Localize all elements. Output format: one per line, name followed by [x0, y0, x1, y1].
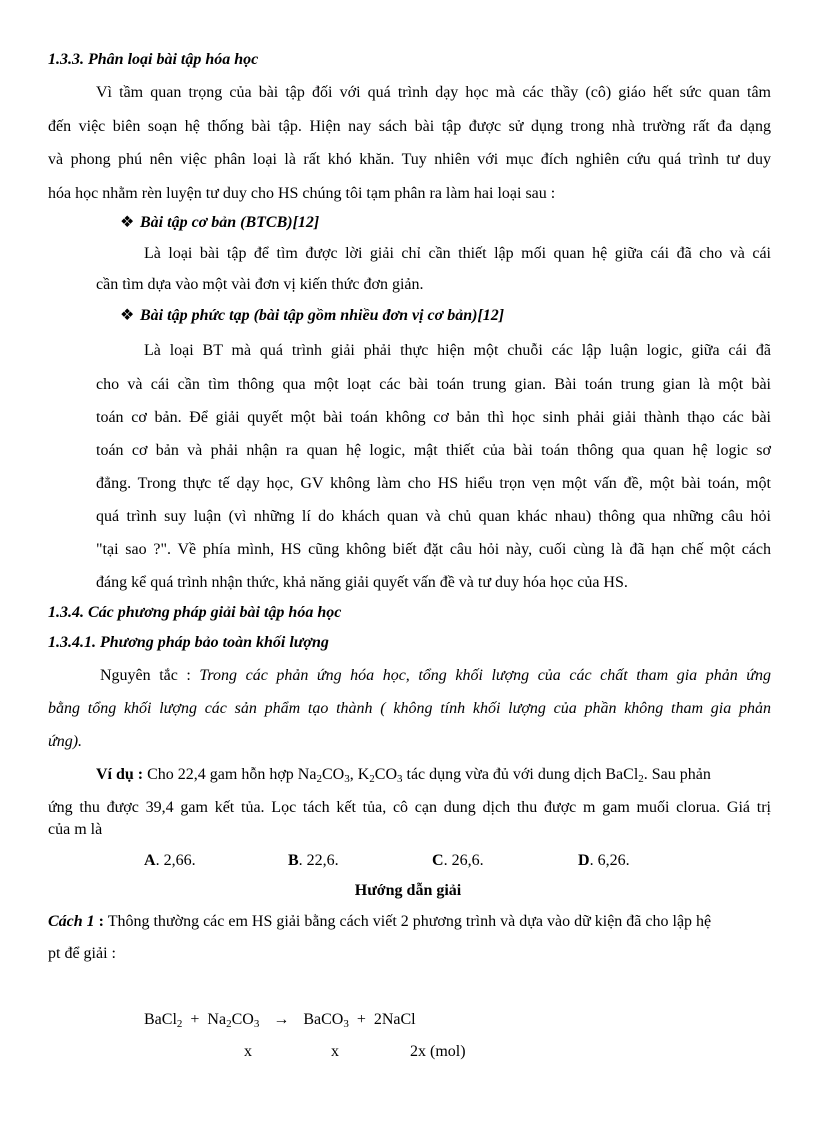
mole-value: 2x (mol) — [410, 1043, 466, 1060]
paragraph-line: đến việc biên soạn hệ thống bài tập. Hiện nay sách bài tập được sử dụng trong nhà trường rất đa dạng — [48, 118, 771, 135]
principle-line — [100, 666, 771, 686]
diamond-bullet-icon: ❖ — [120, 214, 135, 231]
paragraph-line: Vì tầm quan trọng của bài tập đối với quá trình dạy học mà các thầy (cô) giáo hết sức quan tâm — [96, 84, 771, 101]
option-letter: A — [144, 852, 156, 869]
example-text: , K — [349, 766, 370, 783]
bullet-item-complex — [120, 306, 504, 326]
bullet-text-line: quá trình suy luận (vì những lí do khách quan và chủ quan khác nhau) thông qua những câu hỏi — [96, 508, 771, 525]
paragraph-line: hóa học nhằm rèn luyện tư duy cho HS chúng tôi tạm phân ra làm hai loại sau : — [48, 185, 556, 202]
example-line-1 — [96, 765, 771, 785]
option-value: . 6,26. — [589, 852, 630, 869]
example-label: Ví dụ : — [96, 766, 144, 783]
plus-sign: + — [356, 1011, 366, 1028]
answer-option-b — [288, 851, 339, 871]
example-text: . Sau phản — [643, 766, 711, 783]
option-value: . 26,6. — [443, 852, 484, 869]
bullet-text-line: toán cơ bản. Để giải quyết một bài toán không cơ bản thì học sinh phải giải thành thạo các bài — [96, 409, 771, 426]
principle-text: Trong các phản ứng hóa học, tổng khối lượng của các chất tham gia phản ứng — [199, 667, 771, 684]
subscript: 2 — [369, 773, 375, 785]
section-heading-1-3-4: 1.3.4. Các phương pháp giải bài tập hóa học — [48, 604, 342, 621]
reactant: BaCl — [144, 1011, 177, 1028]
answer-option-a — [144, 851, 196, 871]
option-letter: C — [432, 852, 444, 869]
product: BaCO — [303, 1011, 344, 1028]
chemical-equation — [144, 1010, 416, 1030]
bullet-title: Bài tập phức tạp (bài tập gồm nhiều đơn vị cơ bản)[12] — [140, 307, 505, 324]
arrow-icon: → — [273, 1011, 290, 1028]
subsection-heading-1-3-4-1: 1.3.4.1. Phương pháp bảo toàn khối lượng — [48, 634, 329, 651]
subscript: 3 — [344, 773, 350, 785]
method-colon: : — [94, 913, 104, 930]
method-1-line — [48, 912, 771, 932]
reactant: CO — [231, 1011, 254, 1028]
principle-label: Nguyên tắc : — [100, 667, 191, 684]
bullet-text-line: toán cơ bản và phải nhận ra quan hệ logic, mật thiết của bài toán thông qua quan hệ logic sơ — [96, 442, 771, 459]
example-text: CO — [374, 766, 397, 783]
section-heading-1-3-3: 1.3.3. Phân loại bài tập hóa học — [48, 51, 259, 68]
mole-value: x — [244, 1043, 252, 1060]
example-text: tác dụng vừa đủ với dung dịch BaCl — [402, 766, 639, 783]
bullet-title: Bài tập cơ bản (BTCB)[12] — [140, 214, 320, 231]
option-value: . 22,6. — [298, 852, 339, 869]
principle-line: bằng tổng khối lượng các sản phẩm tạo thành ( không tính khối lượng của phần không tham gia phản — [48, 700, 771, 717]
bullet-text-line: đáng kể quá trình nhận thức, khả năng giải quyết vấn đề và tư duy hóa học của HS. — [96, 574, 628, 591]
method-text: Thông thường các em HS giải bằng cách viết 2 phương trình và dựa vào dữ kiện đã cho lập hệ — [104, 913, 712, 930]
example-text: CO — [321, 766, 345, 783]
option-letter: D — [578, 852, 590, 869]
mole-value: x — [331, 1043, 339, 1060]
bullet-item-basic — [120, 213, 319, 233]
subscript: 2 — [176, 1018, 183, 1030]
bullet-text-line: cần tìm dựa vào một vài đơn vị kiến thức đơn giản. — [96, 276, 424, 293]
subscript: 2 — [638, 773, 644, 785]
bullet-text-line: đẳng. Trong thực tế dạy học, GV không làm cho HS hiểu trọn vẹn một vấn đề, một bài toán, một — [96, 475, 771, 492]
paragraph-line: và phong phú nên việc phân loại là rất khó khăn. Tuy nhiên với mục đích nghiên cứu quá trình tư duy — [48, 151, 771, 168]
bullet-text-line: Là loại BT mà quá trình giải phải thực hiện một chuỗi các lập luận logic, giữa cái đã — [144, 342, 771, 359]
example-line-2: ứng thu được 39,4 gam kết tủa. Lọc tách kết tủa, cô cạn dung dịch thu được m gam muối clorua. Giá trị — [48, 799, 771, 816]
plus-sign: + — [190, 1011, 200, 1028]
subscript: 3 — [397, 773, 403, 785]
guide-title: Hướng dẫn giải — [354, 882, 462, 899]
example-text: Cho 22,4 gam hỗn hợp Na — [147, 766, 317, 783]
subscript: 3 — [343, 1018, 349, 1030]
product: 2NaCl — [373, 1011, 416, 1028]
principle-line: ứng). — [48, 733, 83, 750]
bullet-text-line: "tại sao ?". Về phía mình, HS cũng không biết đặt câu hỏi này, cuối cùng là đã hạn chế một cách — [96, 541, 771, 558]
method-label: Cách 1 — [48, 913, 95, 930]
answer-option-d — [578, 851, 630, 871]
subscript: 2 — [226, 1018, 232, 1030]
option-value: . 2,66. — [155, 852, 196, 869]
reactant: Na — [207, 1011, 227, 1028]
answer-option-c — [432, 851, 484, 871]
subscript: 3 — [253, 1018, 260, 1030]
option-letter: B — [288, 852, 299, 869]
bullet-text-line: Là loại bài tập để tìm được lời giải chỉ cần thiết lập mối quan hệ giữa cái đã cho và cái — [144, 245, 771, 262]
bullet-text-line: cho và cái cần tìm thông qua một loạt các bài toán trung gian. Bài toán trung gian là một bài — [96, 376, 771, 393]
diamond-bullet-icon: ❖ — [120, 307, 135, 324]
example-line-3: của m là — [48, 821, 103, 838]
subscript: 2 — [316, 773, 322, 785]
method-1-line: pt để giải : — [48, 945, 116, 962]
